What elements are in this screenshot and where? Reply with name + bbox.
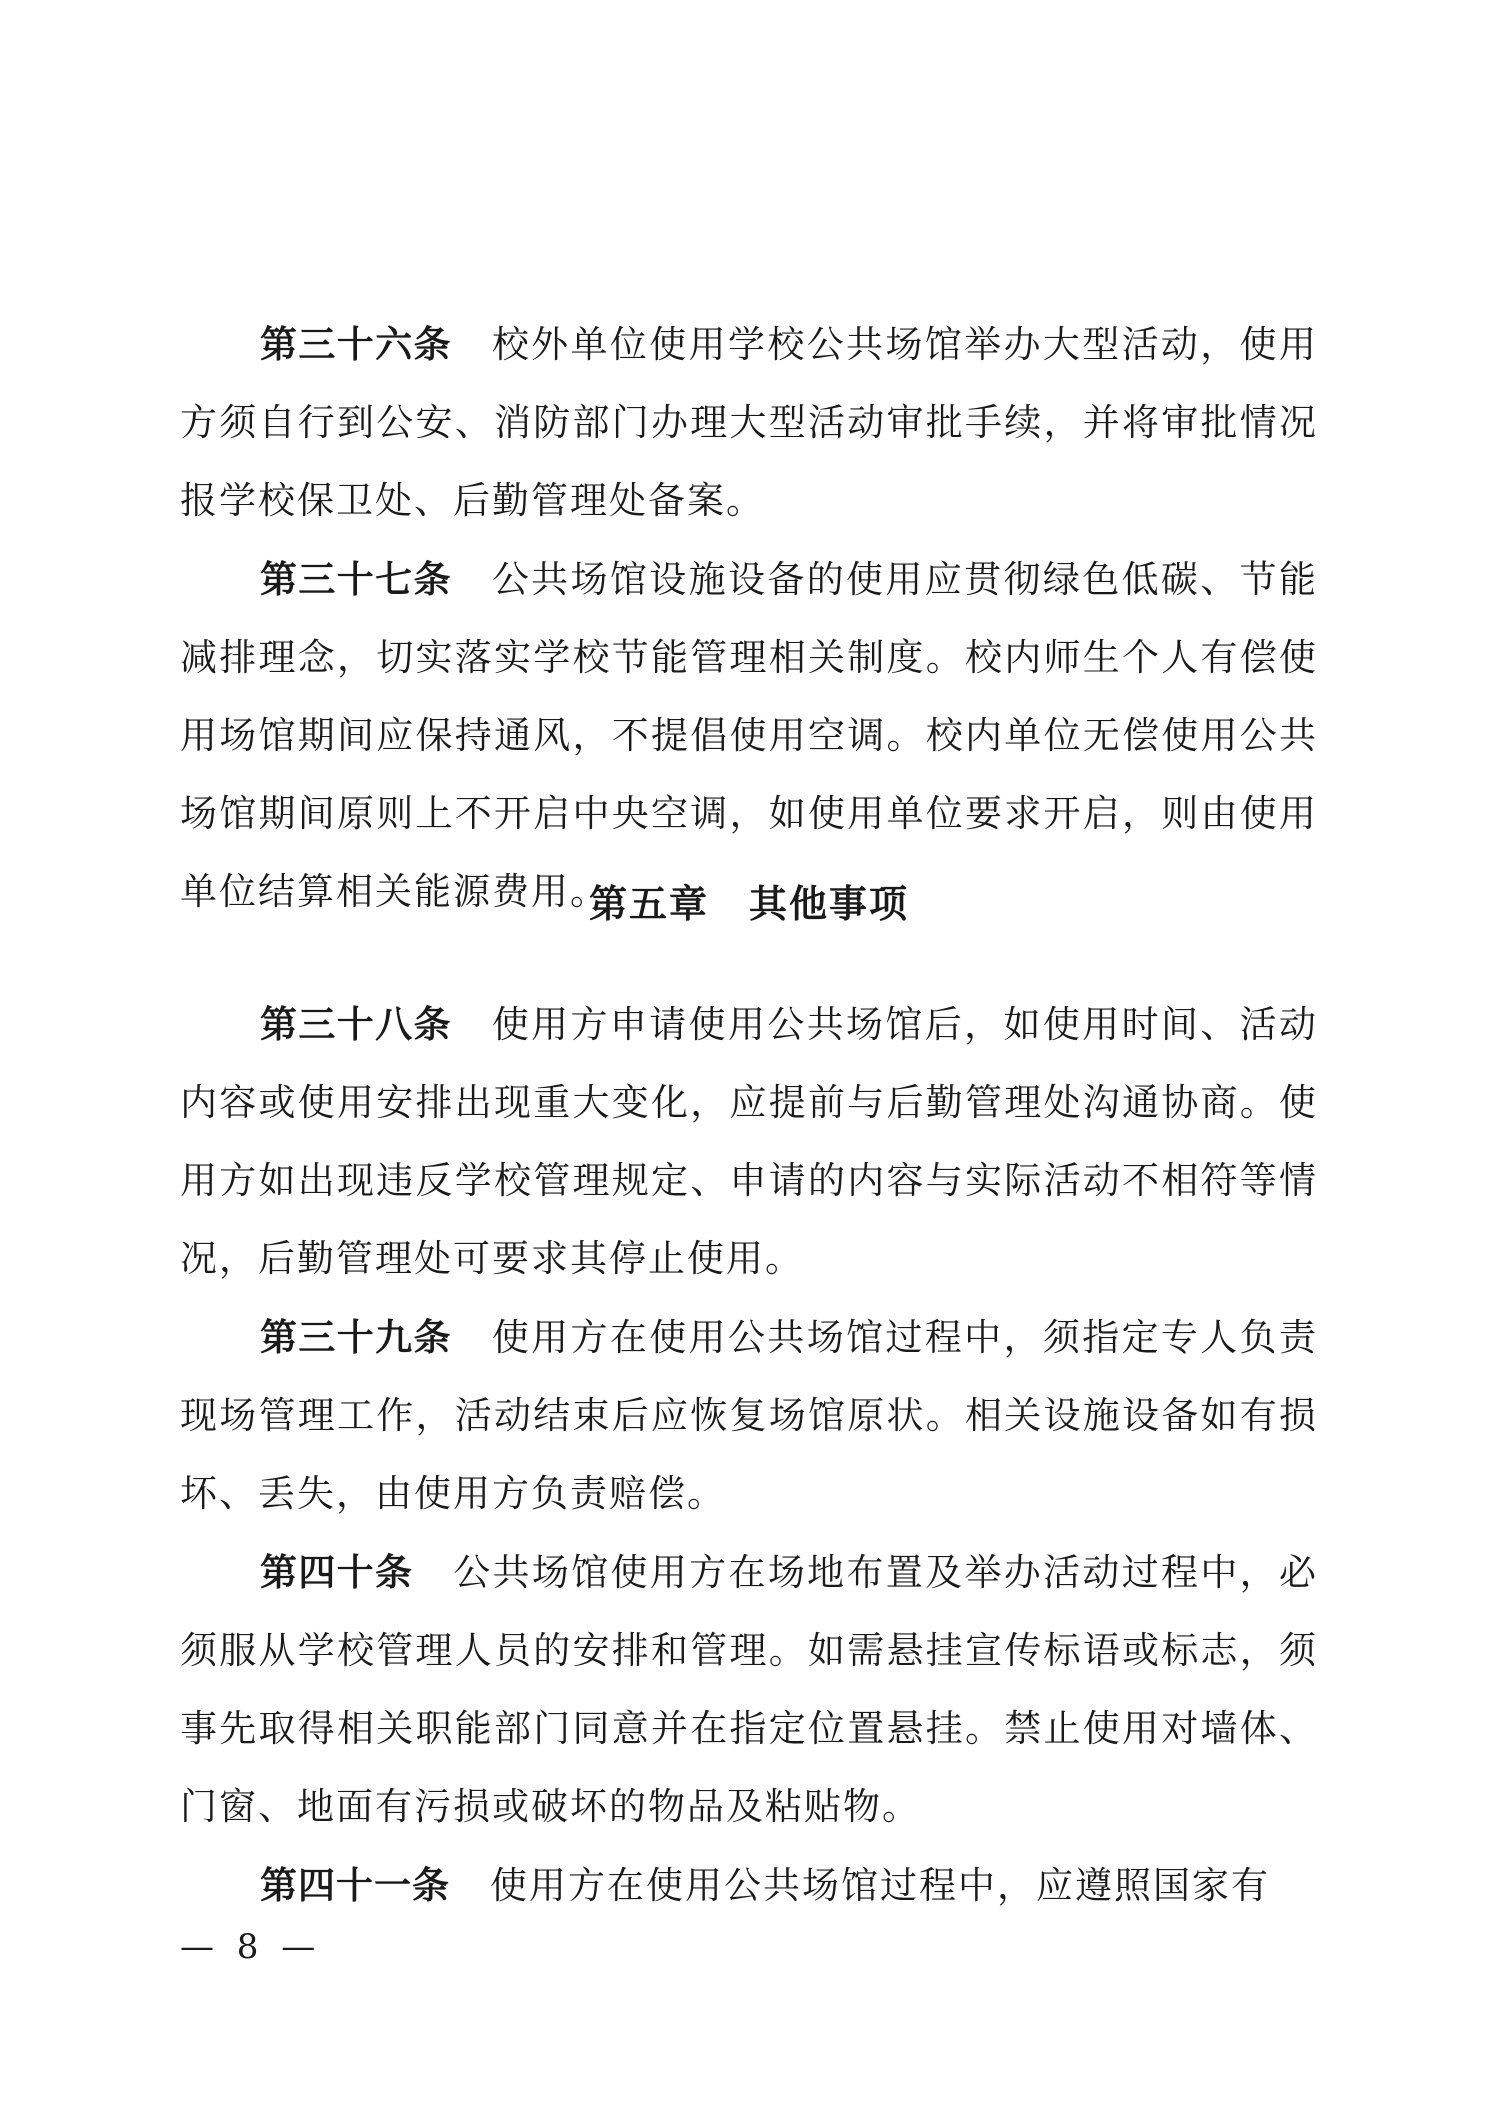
article-text: 校外单位使用学校公共场馆举办大型活动，使用方须自行到公安、消防部门办理大型活动审批手续，并将审批情况报学校保卫处、后勤管理处备案。 bbox=[180, 323, 1319, 522]
article-number: 第三十六条 bbox=[260, 322, 452, 366]
article-36 bbox=[180, 305, 1318, 540]
article-text: 使用方在使用公共场馆过程中，应遵照国家有 bbox=[490, 1864, 1270, 1907]
article-text: 使用方在使用公共场馆过程中，须指定专人负责现场管理工作，活动结束后应恢复场馆原状。相关设施设备如有损坏、丢失，由使用方负责赔偿。 bbox=[180, 1316, 1319, 1515]
article-number: 第四十一条 bbox=[260, 1863, 450, 1907]
article-text: 公共场馆使用方在场地布置及举办活动过程中，必须服从学校管理人员的安排和管理。如需悬挂宣传标语或标志，须事先取得相关职能部门同意并在指定位置悬挂。禁止使用对墙体、门窗、地面有污损或破坏的物品及粘贴物。 bbox=[180, 1551, 1318, 1828]
article-40 bbox=[180, 1533, 1318, 1846]
chapter-title: 其他事项 bbox=[749, 881, 910, 926]
article-text: 公共场馆设施设备的使用应贯彻绿色低碳、节能减排理念，切实落实学校节能管理相关制度。校内师生个人有偿使用场馆期间应保持通风，不提倡使用空调。校内单位无偿使用公共场馆期间原则上不开启中央空调，如使用单位要求开启，则由使用单位结算相关能源费用。 bbox=[180, 558, 1319, 913]
article-41 bbox=[180, 1846, 1318, 1925]
chapter-heading bbox=[0, 865, 1498, 943]
articles-before-chapter bbox=[180, 305, 1318, 931]
article-number: 第四十条 bbox=[260, 1550, 414, 1594]
article-38 bbox=[180, 985, 1318, 1298]
article-number: 第三十七条 bbox=[260, 557, 452, 601]
article-39 bbox=[180, 1298, 1318, 1533]
article-number: 第三十九条 bbox=[260, 1315, 452, 1359]
article-number: 第三十八条 bbox=[260, 1002, 452, 1046]
chapter-number: 第五章 bbox=[588, 881, 709, 926]
article-text: 使用方申请使用公共场馆后，如使用时间、活动内容或使用安排出现重大变化，应提前与后勤管理处沟通协商。使用方如出现违反学校管理规定、申请的内容与实际活动不相符等情况，后勤管理处可要求其停止使用。 bbox=[180, 1003, 1319, 1280]
articles-after-chapter bbox=[180, 985, 1318, 1925]
page-number: — 8 — bbox=[180, 1927, 322, 1967]
